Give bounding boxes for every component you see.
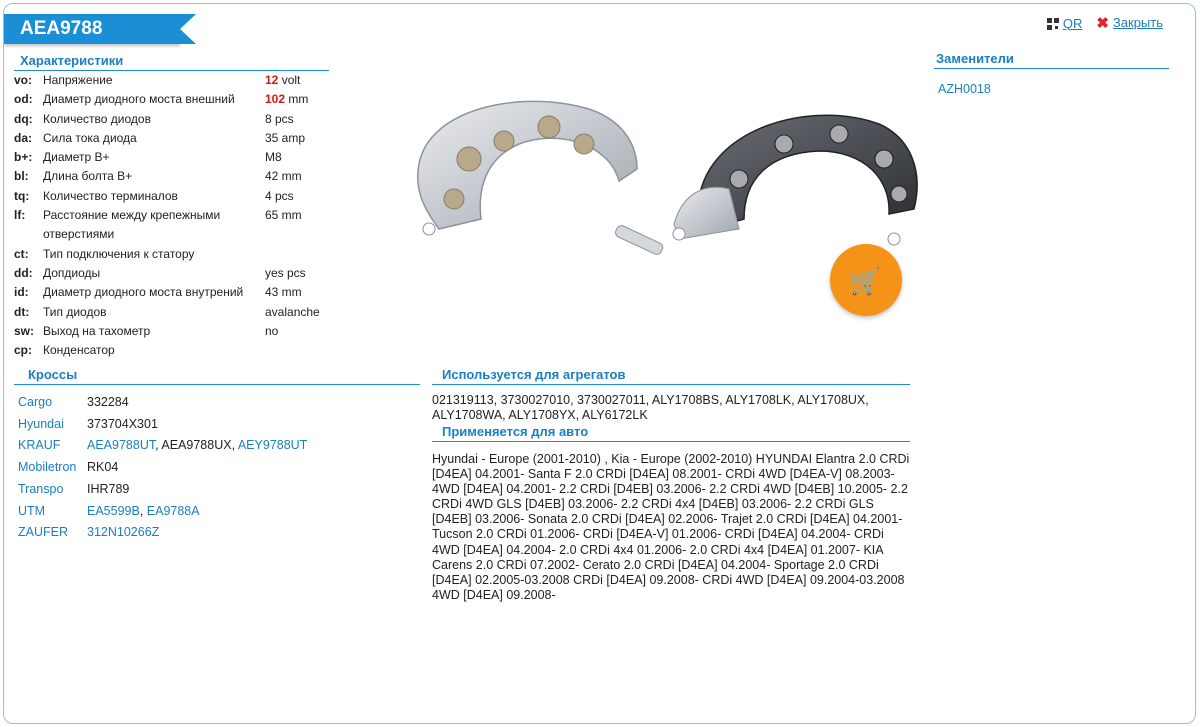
spec-row	[14, 322, 334, 341]
specs-list	[14, 71, 334, 360]
spec-unit: 42 mm	[265, 169, 302, 184]
close-link[interactable]: Закрыть	[1112, 15, 1163, 30]
spec-value	[265, 129, 334, 148]
spec-value	[265, 148, 334, 167]
spec-value	[265, 71, 334, 90]
cross-number: 332284	[87, 395, 129, 409]
cross-number: ,	[139, 503, 147, 518]
aggregates-text: 021319113, 3730027010, 3730027011, ALY1708BS, ALY1708LK, ALY1708UX, ALY1708WA, ALY1708YX, ALY6172LK	[432, 393, 869, 422]
spec-name: Сила тока диода	[43, 130, 137, 145]
cars-title: Применяется для авто	[432, 424, 910, 442]
cross-brand: KRAUF	[18, 438, 61, 453]
spec-code: od:	[14, 92, 33, 107]
cross-number-link[interactable]: EA9788A	[146, 503, 200, 518]
spec-row	[14, 341, 334, 360]
spec-code: cp:	[14, 343, 32, 358]
cross-row	[18, 479, 418, 501]
cross-brand: ZAUFER	[18, 525, 68, 540]
close-link-wrap	[1096, 14, 1163, 32]
cross-row	[18, 392, 418, 414]
spec-name: Конденсатор	[43, 343, 115, 358]
cross-number: AEA9788UX	[161, 438, 232, 453]
spec-name: Количество терминалов	[43, 188, 178, 203]
cross-row	[18, 435, 418, 457]
product-code-title: AEA9788	[4, 14, 180, 44]
spec-unit: M8	[265, 150, 282, 165]
cross-number-link[interactable]: 312N10266Z	[87, 525, 160, 540]
spec-row	[14, 283, 334, 302]
spec-value	[265, 245, 334, 264]
cross-number: RK04	[87, 460, 119, 475]
top-links	[1047, 14, 1163, 32]
cross-row	[18, 414, 418, 436]
spec-value	[265, 110, 334, 129]
spec-value	[265, 206, 334, 245]
spec-name: Выход на тахометр	[43, 323, 151, 338]
spec-value	[265, 341, 334, 360]
add-to-cart-button[interactable]	[830, 244, 902, 316]
spec-name: Допдиоды	[43, 265, 101, 280]
spec-row	[14, 245, 334, 264]
cross-row	[18, 501, 418, 523]
spec-code: sw:	[14, 323, 35, 338]
spec-code: dq:	[14, 111, 33, 126]
spec-code: ct:	[14, 246, 29, 261]
cross-number: IHR789	[87, 481, 130, 496]
spec-value	[265, 90, 334, 109]
cross-number: ,	[231, 438, 238, 453]
cross-brand: Transpo	[18, 481, 64, 496]
spec-unit: volt	[278, 73, 301, 87]
spec-unit: yes pcs	[265, 265, 306, 280]
cars-text: Hyundai - Europe (2001-2010) , Kia - Europe (2002-2010) HYUNDAI Elantra 2.0 CRDi [D4EA] 04.2001- Santa F 2.0 CRDi [D4EA] 08.2001- CRDi 4WD [D4EA-V] 08.2003- 4WD [D4EA] 04.2001- 2.2 CRDi [D4EB] 03.2006- 2.2 CRDi 4WD [D4EB] 10.2005- 2.2 CRDi 4WD GLS [D4EB] 03.2006- 2.2 CRDi 4x4 [D4EB] 03.2006- 2.2 CRDi GLS [D4EB] 03.2006- Sonata 2.0 CRDi [D4EA] 02.2006- Trajet 2.0 CRDi [D4EA] 04.2001- Tucson 2.0 CRDi 01.2006- CRDi [D4EA-V] 01.2006- CRDi [D4EA] 04.2004- CRDi 4WD [D4EA] 04.2004- 2.0 CRDi 4x4 01.2006- 2.0 CRDi 4x4 [D4EA] 01.2007- KIA Carens 2.0 CRDi 07.2002- Cerato 2.0 CRDi [D4EA] 04.2004- Sportage 2.0 CRDi [D4EA] 02.2005-03.2008 CRDi [D4EA] 09.2008- CRDi 4WD [D4EA] 09.2004-03.2008 4WD [D4EA] 09.2008-	[432, 452, 910, 602]
spec-row	[14, 264, 334, 283]
cross-number: ,	[155, 438, 162, 453]
spec-name: Количество диодов	[43, 111, 151, 126]
spec-name: Длина болта B+	[43, 169, 133, 184]
spec-value	[265, 322, 334, 341]
spec-row	[14, 303, 334, 322]
spec-unit: mm	[285, 92, 309, 107]
spec-unit: avalanche	[265, 304, 320, 319]
spec-name: Тип диодов	[43, 304, 107, 319]
spec-unit: 65 mm	[265, 208, 302, 223]
spec-name: Диаметр диодного моста внешний	[43, 92, 235, 107]
spec-name: Напряжение	[43, 73, 113, 87]
product-card	[3, 3, 1196, 724]
spec-code: lf:	[14, 208, 26, 223]
spec-number: 12	[265, 73, 279, 87]
cross-brand: Cargo	[18, 395, 53, 409]
spec-code: vo:	[14, 73, 32, 87]
spec-row	[14, 71, 334, 90]
cross-numbers	[87, 392, 129, 414]
spec-row	[14, 129, 334, 148]
qr-link[interactable]: QR	[1062, 15, 1083, 31]
specs-title: Характеристики	[14, 53, 329, 71]
cross-brand: UTM	[18, 503, 46, 518]
crosses-title: Кроссы	[14, 367, 420, 385]
spec-unit: 4 pcs	[265, 188, 294, 203]
spec-row	[14, 148, 334, 167]
qr-link-wrap	[1047, 16, 1083, 31]
substitutes-list	[938, 82, 991, 96]
cross-number-link[interactable]: AEY9788UT	[237, 438, 308, 453]
spec-name: Тип подключения к статору	[43, 246, 195, 261]
spec-value	[265, 167, 334, 186]
spec-code: bl:	[14, 169, 29, 184]
spec-unit: 8 pcs	[265, 111, 294, 126]
rectifier-front	[418, 101, 665, 256]
cross-numbers	[87, 435, 307, 457]
substitutes-title: Заменители	[934, 51, 1169, 69]
cross-numbers	[87, 501, 200, 523]
spec-code: dd:	[14, 265, 33, 280]
cross-numbers	[87, 414, 158, 436]
spec-name: Расстояние между крепежными отверстиями	[43, 208, 221, 242]
spec-value	[265, 283, 334, 302]
cross-number: 373704X301	[87, 416, 158, 431]
spec-code: tq:	[14, 188, 30, 203]
spec-row	[14, 206, 334, 245]
cross-number-link[interactable]: AEA9788UT	[87, 438, 156, 453]
spec-code: da:	[14, 130, 32, 145]
cross-row	[18, 457, 418, 479]
spec-name: Диаметр диодного моста внутрений	[43, 285, 244, 300]
spec-value	[265, 187, 334, 206]
spec-unit: no	[265, 323, 279, 338]
spec-code: id:	[14, 285, 29, 300]
cross-brand: Hyundai	[18, 416, 64, 431]
spec-row	[14, 187, 334, 206]
cross-numbers	[87, 457, 118, 479]
cross-number-link[interactable]: EA5599B	[87, 503, 140, 518]
cross-numbers	[87, 479, 129, 501]
spec-number: 102	[265, 92, 286, 107]
spec-value	[265, 264, 334, 283]
crosses-list	[18, 392, 418, 544]
add-to-cart-icon: 🛒	[849, 266, 882, 296]
spec-code: dt:	[14, 304, 30, 319]
aggregates-title: Используется для агрегатов	[432, 367, 910, 385]
spec-code: b+:	[14, 150, 33, 165]
spec-row	[14, 167, 334, 186]
spec-name: Диаметр B+	[43, 150, 110, 165]
qr-code-icon[interactable]	[1047, 18, 1059, 30]
spec-row	[14, 90, 334, 109]
close-icon[interactable]: ✖	[1096, 15, 1109, 32]
substitute-link[interactable]: AZH0018	[938, 82, 991, 96]
spec-row	[14, 110, 334, 129]
rectifier-back	[673, 115, 917, 245]
cross-row	[18, 522, 418, 544]
spec-unit: 35 amp	[265, 130, 306, 145]
spec-value	[265, 303, 334, 322]
cross-numbers	[87, 522, 159, 544]
cross-brand: Mobiletron	[18, 460, 77, 475]
spec-unit: 43 mm	[265, 285, 302, 300]
